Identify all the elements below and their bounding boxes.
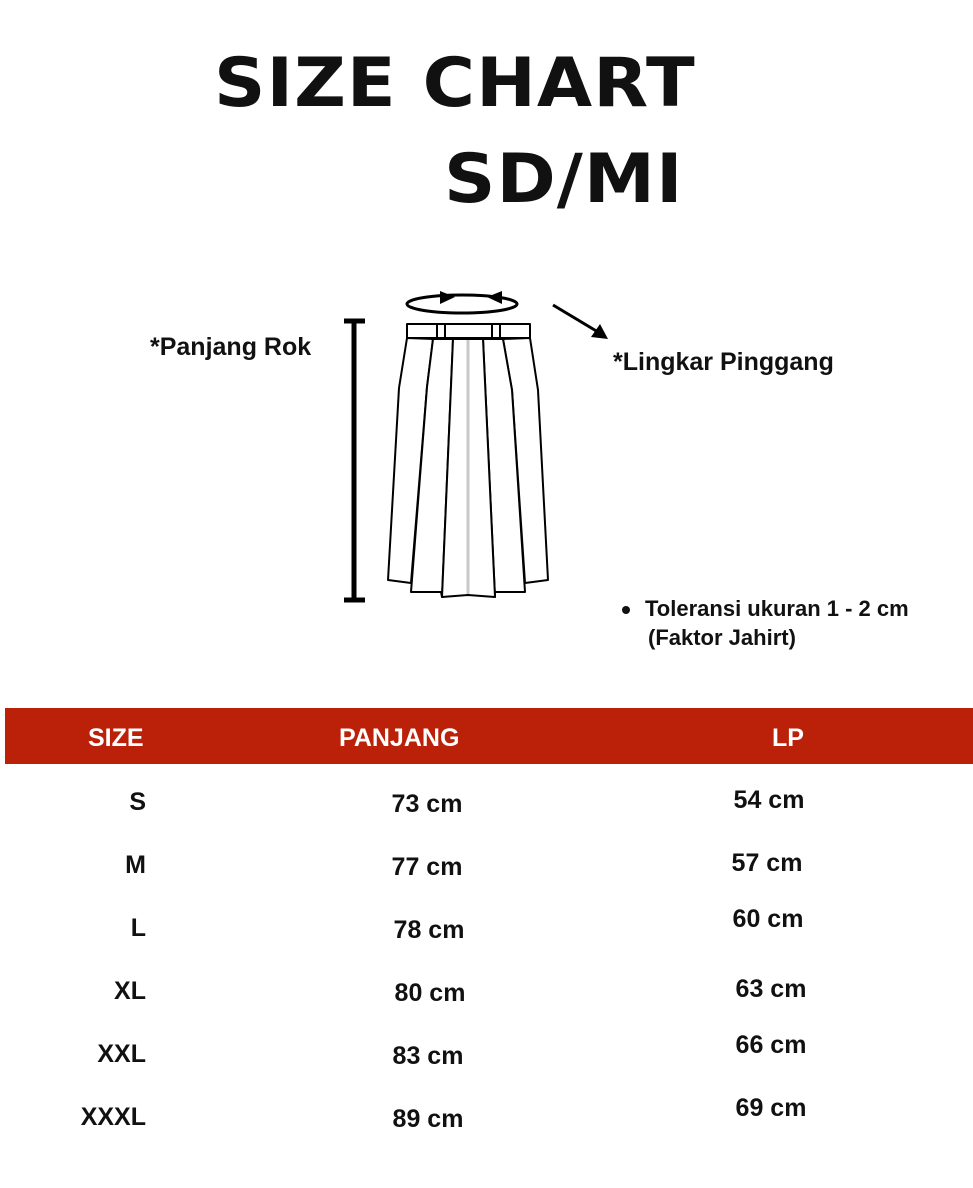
size-cell: XXXL (80, 1103, 146, 1131)
waist-arrowhead-left (487, 291, 502, 304)
diagonal-arrow-icon (553, 305, 608, 339)
panjang-cell: 78 cm (393, 916, 465, 944)
lp-cell: 69 cm (735, 1094, 807, 1122)
panjang-cell: 73 cm (391, 790, 463, 818)
size-cell: XL (114, 977, 146, 1005)
length-ruler-icon (344, 320, 365, 601)
skirt-icon (388, 324, 548, 597)
size-cell: S (129, 788, 146, 816)
title-sd-mi: SD/MI (444, 140, 684, 219)
bullet-icon (622, 606, 630, 614)
tolerance-note: Toleransi ukuran 1 - 2 cm (645, 596, 909, 621)
header-panjang: PANJANG (339, 724, 460, 752)
waist-label: *Lingkar Pinggang (613, 348, 834, 376)
title-size-chart: SIZE CHART (214, 44, 696, 123)
panjang-cell: 80 cm (394, 979, 466, 1007)
header-lp: LP (772, 724, 804, 752)
panjang-cell: 89 cm (392, 1105, 464, 1133)
size-cell: XXL (97, 1040, 146, 1068)
panjang-cell: 77 cm (391, 853, 463, 881)
size-cell: M (125, 851, 146, 879)
header-size: SIZE (88, 724, 144, 752)
lp-cell: 60 cm (732, 905, 804, 933)
size-cell: L (130, 914, 146, 942)
lp-cell: 66 cm (735, 1031, 807, 1059)
waist-arrowhead-right (440, 291, 455, 304)
lp-cell: 57 cm (731, 849, 803, 877)
table-header (5, 708, 973, 764)
lp-cell: 54 cm (733, 786, 805, 814)
panjang-cell: 83 cm (392, 1042, 464, 1070)
tolerance-note-detail: (Faktor Jahirt) (648, 625, 796, 650)
lp-cell: 63 cm (735, 975, 807, 1003)
length-label: *Panjang Rok (150, 333, 312, 361)
